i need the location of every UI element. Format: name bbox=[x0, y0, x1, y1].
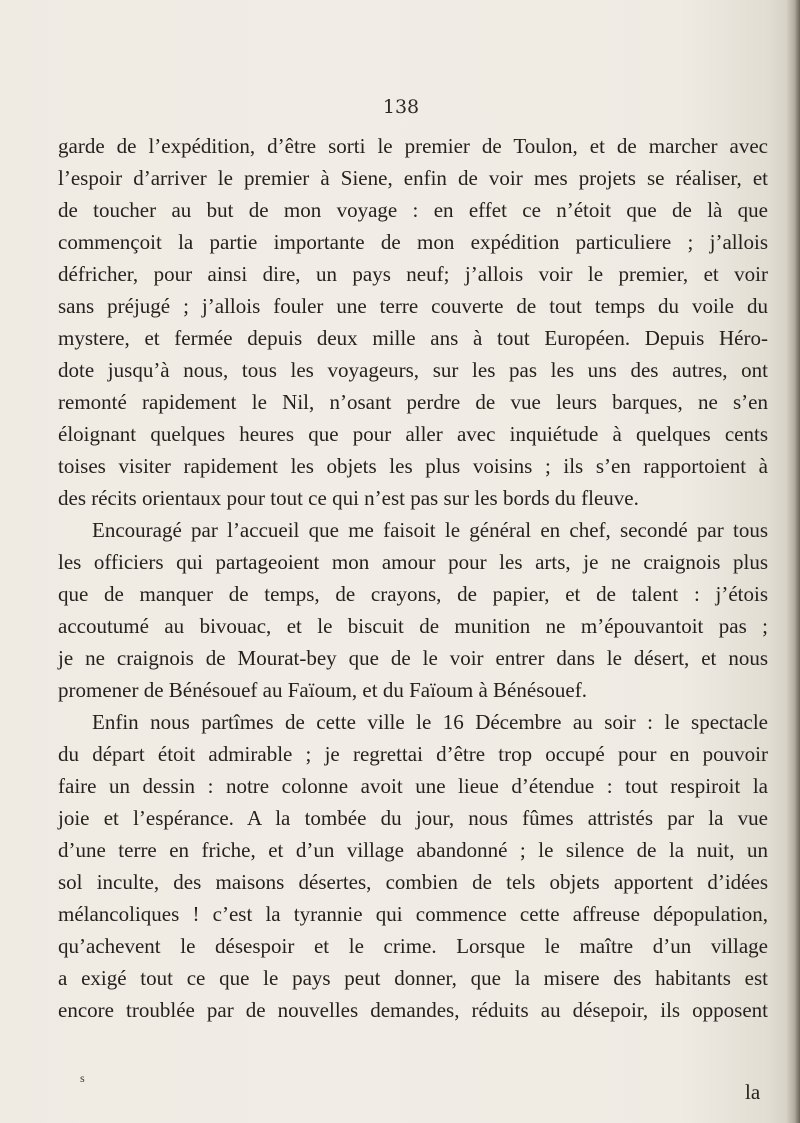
text-line: d’une terre en friche, et d’un village abandonné ; le silence de la nuit, un bbox=[58, 838, 768, 862]
text-line: mélancoliques ! c’est la tyrannie qui commence cette affreuse dépopulation, bbox=[58, 902, 768, 926]
paragraph-start-line: Encouragé par l’accueil que me faisoit le général en chef, secondé par tous bbox=[92, 518, 768, 542]
text-line: faire un dessin : notre colonne avoit une lieue d’étendue : tout respiroit la bbox=[58, 774, 768, 798]
text-line: accoutumé au bivouac, et le biscuit de munition ne m’épouvantoit pas ; bbox=[58, 614, 768, 638]
text-line: défricher, pour ainsi dire, un pays neuf; j’allois voir le premier, et voir bbox=[58, 262, 768, 286]
text-line: promener de Bénésouef au Faïoum, et du Faïoum à Bénésouef. bbox=[58, 678, 587, 702]
text-line: l’espoir d’arriver le premier à Siene, enfin de voir mes projets se réaliser, et bbox=[58, 166, 768, 190]
text-line: je ne craignois de Mourat-bey que de le voir entrer dans le désert, et nous bbox=[58, 646, 768, 670]
text-line: éloignant quelques heures que pour aller avec inquiétude à quelques cents bbox=[58, 422, 768, 446]
text-line: de toucher au but de mon voyage : en effet ce n’étoit que de là que bbox=[58, 198, 768, 222]
page-number: 138 bbox=[382, 96, 420, 118]
text-line: que de manquer de temps, de crayons, de papier, et de talent : j’étois bbox=[58, 582, 768, 606]
text-line: du départ étoit admirable ; je regrettai d’être trop occupé pour en pouvoir bbox=[58, 742, 768, 766]
paragraph-start-line: Enfin nous partîmes de cette ville le 16 Décembre au soir : le spectacle bbox=[92, 710, 768, 734]
text-line: sans préjugé ; j’allois fouler une terre couverte de tout temps du voile du bbox=[58, 294, 768, 318]
text-line: commençoit la partie importante de mon expédition particuliere ; j’allois bbox=[58, 230, 768, 254]
page-edge-shadow bbox=[786, 0, 800, 1123]
text-line: les officiers qui partageoient mon amour pour les arts, je ne craignois plus bbox=[58, 550, 768, 574]
text-line: des récits orientaux pour tout ce qui n’est pas sur les bords du fleuve. bbox=[58, 486, 639, 510]
text-line: mystere, et fermée depuis deux mille ans à tout Européen. Depuis Héro- bbox=[58, 326, 768, 350]
text-line: a exigé tout ce que le pays peut donner, que la misere des habitants est bbox=[58, 966, 768, 990]
catchword: la bbox=[745, 1080, 761, 1104]
text-line: remonté rapidement le Nil, n’osant perdre de vue leurs barques, ne s’en bbox=[58, 390, 768, 414]
text-line: joie et l’espérance. A la tombée du jour, nous fûmes attristés par la vue bbox=[58, 806, 768, 830]
text-line: encore troublée par de nouvelles demandes, réduits au désepoir, ils opposent bbox=[58, 998, 768, 1022]
signature-mark: s bbox=[80, 1071, 85, 1085]
text-line: garde de l’expédition, d’être sorti le premier de Toulon, et de marcher avec bbox=[58, 134, 768, 158]
text-line: sol inculte, des maisons désertes, combien de tels objets apportent d’idées bbox=[58, 870, 768, 894]
text-line: dote jusqu’à nous, tous les voyageurs, sur les pas les uns des autres, ont bbox=[58, 358, 768, 382]
text-line: qu’achevent le désespoir et le crime. Lorsque le maître d’un village bbox=[58, 934, 768, 958]
text-line: toises visiter rapidement les objets les plus voisins ; ils s’en rapportoient à bbox=[58, 454, 768, 478]
